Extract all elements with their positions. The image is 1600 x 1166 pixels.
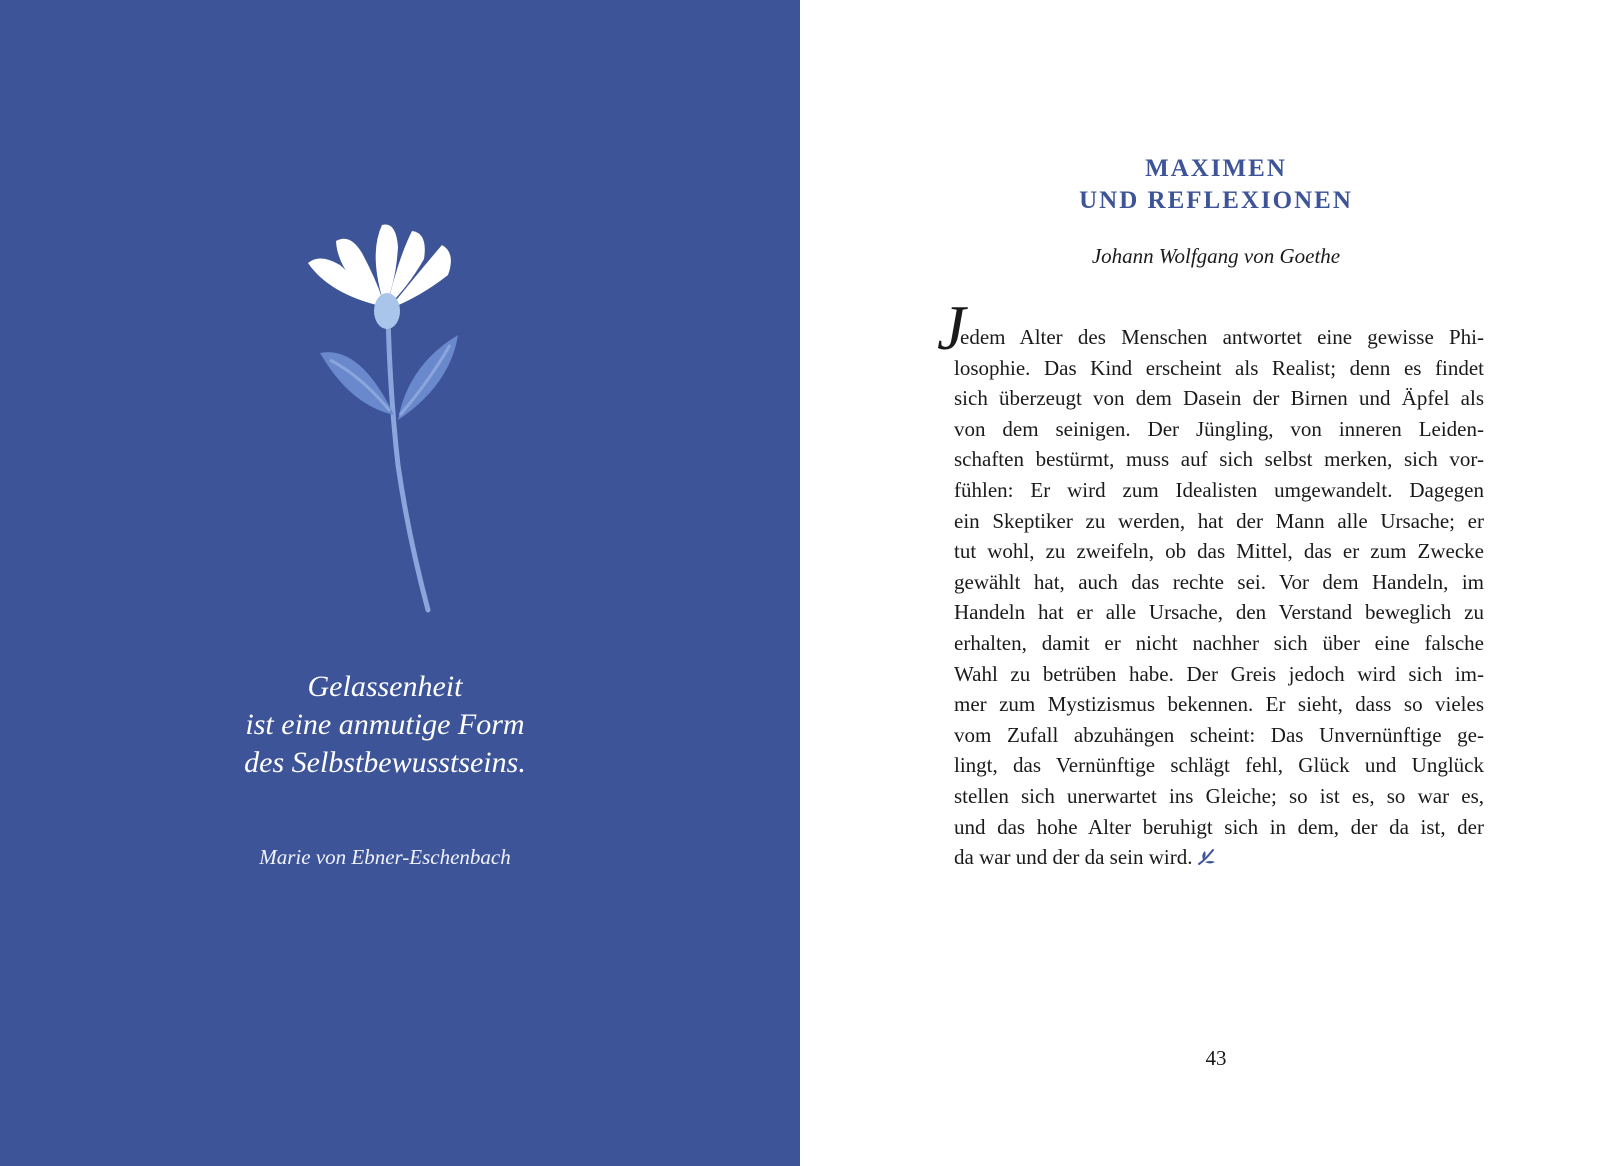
page-number: 43: [1205, 1046, 1227, 1070]
body-line: schaften bestürmt, muss auf sich selbst merken, sich vor-: [954, 447, 1484, 472]
body-line: da war und der da sein wird.: [954, 845, 1193, 870]
body-line: gewählt hat, auch das rechte sei. Vor dem Handeln, im: [954, 569, 1484, 594]
quote-line: ist eine anmutige Form: [245, 708, 525, 741]
flower-icon: [290, 215, 480, 615]
body-line: Handeln hat er alle Ursache, den Verstand beweglich zu: [954, 600, 1484, 625]
body-text: [954, 322, 1484, 873]
body-line: Wahl zu betrüben habe. Der Greis jedoch wird sich im-: [954, 661, 1484, 686]
body-line: und das hohe Alter beruhigt sich in dem, der da ist, der: [954, 814, 1484, 839]
right-page: [800, 0, 1600, 1166]
chapter-title-line: MAXIMEN: [1145, 155, 1287, 182]
body-line: fühlen: Er wird zum Idealisten umgewandelt. Dagegen: [954, 477, 1484, 502]
quote-line: des Selbstbewusstseins.: [244, 746, 526, 779]
body-line: von dem seinigen. Der Jüngling, von inneren Leiden-: [954, 416, 1484, 441]
body-line: stellen sich unerwartet ins Gleiche; so ist es, so war es,: [954, 783, 1484, 808]
body-line: ein Skeptiker zu werden, hat der Mann alle Ursache; er: [954, 508, 1484, 533]
body-line: edem Alter des Menschen antwortet eine gewisse Phi-: [960, 325, 1484, 349]
quote: [0, 668, 770, 782]
quote-line: Gelassenheit: [307, 670, 463, 703]
leaf-ornament-icon: [1197, 848, 1217, 866]
chapter-title-line: UND REFLEXIONEN: [1079, 187, 1353, 214]
body-line: tut wohl, zu zweifeln, ob das Mittel, das er zum Zwecke: [954, 539, 1484, 564]
chapter-author: Johann Wolfgang von Goethe: [1091, 244, 1341, 268]
body-line: mer zum Mystizismus bekennen. Er sieht, dass so vieles: [954, 692, 1484, 717]
body-line: lingt, das Vernünftige schlägt fehl, Glück und Unglück: [954, 753, 1484, 778]
drop-cap: J: [937, 292, 966, 363]
body-line: sich überzeugt von dem Dasein der Birnen und Äpfel als: [954, 386, 1484, 411]
quote-author: Marie von Ebner-Eschenbach: [259, 845, 511, 869]
body-line: losophie. Das Kind erscheint als Realist; denn es findet: [954, 355, 1484, 380]
body-line: vom Zufall abzuhängen scheint: Das Unvernünftige ge-: [954, 722, 1484, 747]
body-line: erhalten, damit er nicht nachher sich über eine falsche: [954, 630, 1484, 655]
body-line-last: [954, 842, 1484, 873]
chapter-title: [800, 153, 1600, 217]
